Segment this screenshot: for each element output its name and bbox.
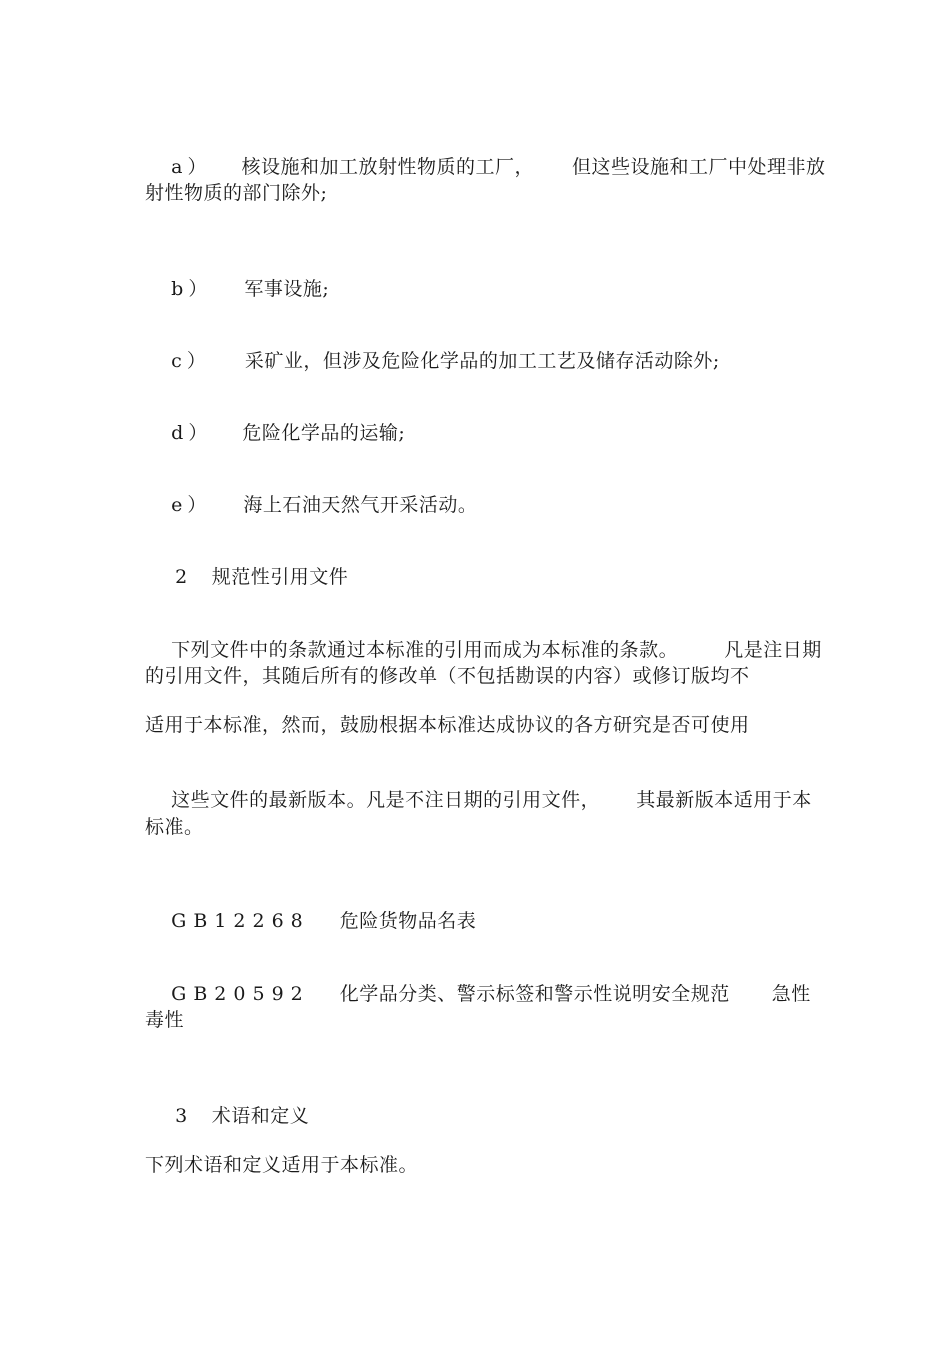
section-2-para-line-2: 的引用文件，其随后所有的修改单（不包括勘误的内容）或修订版均不 — [145, 665, 750, 687]
list-item-a-continuation: 射性物质的部门除外; — [145, 182, 328, 204]
reference-gb20592-continuation: 毒性 — [145, 1009, 185, 1031]
para-text: 凡是注日期 — [724, 639, 822, 661]
section-3-para: 下列术语和定义适用于本标准。 — [145, 1154, 419, 1176]
list-item-b — [145, 253, 329, 325]
list-item-d — [145, 397, 405, 469]
list-marker-d: d） — [171, 422, 213, 444]
section-2-para-line-5: 标准。 — [145, 816, 204, 838]
section-2-title: 规范性引用文件 — [211, 566, 349, 588]
section-2-para-line-3: 适用于本标准，然而，鼓励根据本标准达成协议的各方研究是否可使用 — [145, 714, 750, 736]
section-2-heading — [145, 541, 348, 613]
reference-gb12268 — [145, 885, 476, 957]
list-item-e-text: 海上石油天然气开采活动。 — [243, 494, 478, 516]
list-item-e — [145, 469, 477, 541]
list-item-c — [145, 325, 720, 397]
section-3-title: 术语和定义 — [211, 1105, 310, 1127]
list-marker-c: c） — [171, 350, 211, 372]
section-3-number: 3 — [175, 1105, 188, 1127]
list-item-c-text: 采矿业，但涉及危险化学品的加工工艺及储存活动除外; — [244, 350, 720, 372]
list-marker-b: b） — [171, 278, 213, 300]
reference-title: 危险货物品名表 — [339, 910, 477, 932]
reference-code: GB20592 — [171, 983, 310, 1005]
section-2-para-line-4 — [145, 764, 812, 836]
reference-code: GB12268 — [171, 910, 310, 932]
para-text: 这些文件的最新版本。凡是不注日期的引用文件， — [171, 789, 601, 811]
list-item-b-text: 军事设施; — [244, 278, 330, 300]
reference-gb20592 — [145, 958, 811, 1030]
reference-title: 化学品分类、警示标签和警示性说明安全规范 — [339, 983, 730, 1005]
list-item-a-text-part2: 但这些设施和工厂中处理非放 — [572, 156, 826, 178]
list-item-d-text: 危险化学品的运输; — [242, 422, 406, 444]
reference-title-cont: 急性 — [771, 983, 811, 1005]
list-item-a-text-part1: 核设施和加工放射性物质的工厂， — [241, 156, 535, 178]
list-marker-a: a） — [171, 156, 212, 178]
para-text: 下列文件中的条款通过本标准的引用而成为本标准的条款。 — [171, 639, 679, 661]
section-2-number: 2 — [175, 566, 188, 588]
section-3-heading — [145, 1080, 309, 1152]
list-marker-e: e） — [171, 494, 212, 516]
para-text: 其最新版本适用于本 — [636, 789, 812, 811]
